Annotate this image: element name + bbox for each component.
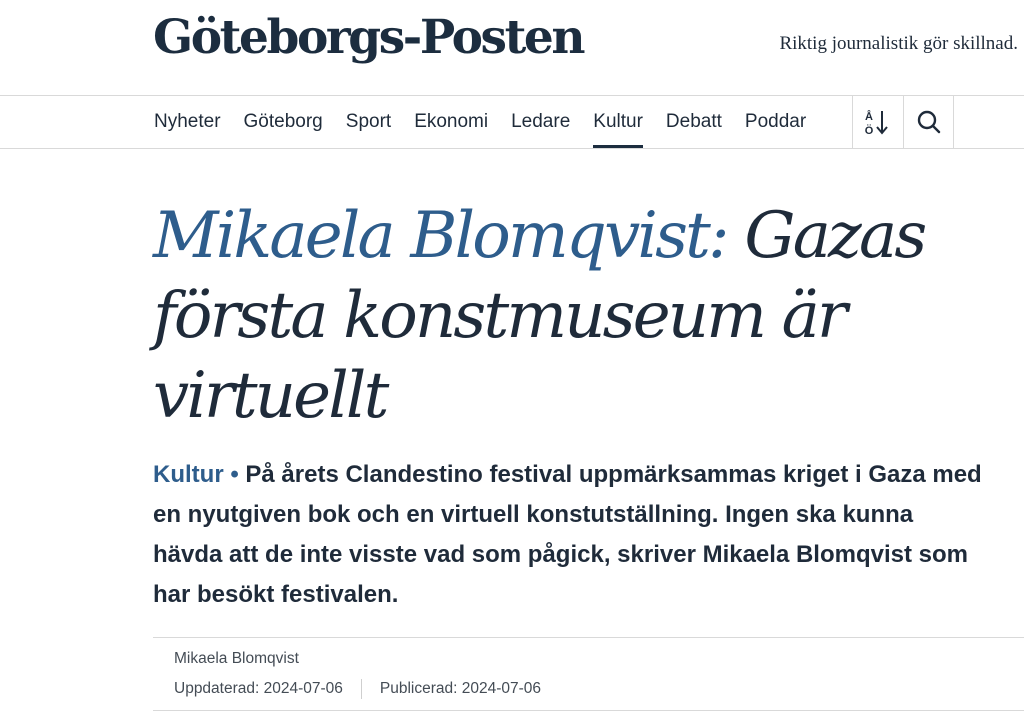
- nav-item-nyheter[interactable]: Nyheter: [154, 111, 221, 132]
- a-o-sort-icon: [863, 107, 893, 137]
- sort-letter-a: Å: [865, 111, 873, 123]
- main-navigation: [0, 96, 1024, 149]
- author-name[interactable]: Mikaela Blomqvist: [174, 650, 299, 667]
- section-label[interactable]: Kultur: [153, 461, 224, 488]
- site-tagline: Riktig journalistik gör skillnad.: [779, 33, 1018, 54]
- nav-item-kultur[interactable]: Kultur: [593, 96, 643, 148]
- site-logo[interactable]: Göteborgs-Posten: [153, 10, 584, 65]
- updated-date: Uppdaterad: 2024-07-06: [174, 680, 343, 697]
- nav-items: [154, 96, 829, 148]
- section-separator: •: [230, 461, 239, 488]
- nav-item-debatt[interactable]: Debatt: [665, 111, 722, 132]
- article-dates: [174, 679, 541, 699]
- headline-text: Gazas första konstmuseum är virtuellt: [153, 199, 925, 433]
- headline-author: Mikaela Blomqvist:: [153, 199, 727, 273]
- sort-letter-o: Ö: [864, 125, 874, 137]
- nav-item-sport[interactable]: Sport: [345, 111, 392, 132]
- masthead: [0, 0, 1024, 96]
- published-date: Publicerad: 2024-07-06: [379, 680, 542, 697]
- search-icon: [916, 109, 942, 135]
- article-lead: [153, 455, 983, 615]
- article-headline: [153, 196, 943, 436]
- nav-item-ekonomi[interactable]: Ekonomi: [414, 111, 489, 132]
- nav-item-ledare[interactable]: Ledare: [511, 111, 571, 132]
- sort-button[interactable]: [852, 96, 903, 148]
- lead-text: På årets Clandestino festival uppmärksammas kriget i Gaza med en nyutgiven bok och en virtuell konstutställning. Ingen ska kunna hävda att de inte visste vad som pågick, skriver Mikaela Blomqvist som har besökt festivalen.: [153, 461, 982, 608]
- search-button[interactable]: [903, 96, 954, 148]
- nav-item-poddar[interactable]: Poddar: [744, 111, 807, 132]
- date-divider: [361, 679, 362, 699]
- nav-item-goteborg[interactable]: Göteborg: [243, 111, 323, 132]
- nav-tools: [852, 96, 954, 148]
- article-meta: [153, 637, 1024, 711]
